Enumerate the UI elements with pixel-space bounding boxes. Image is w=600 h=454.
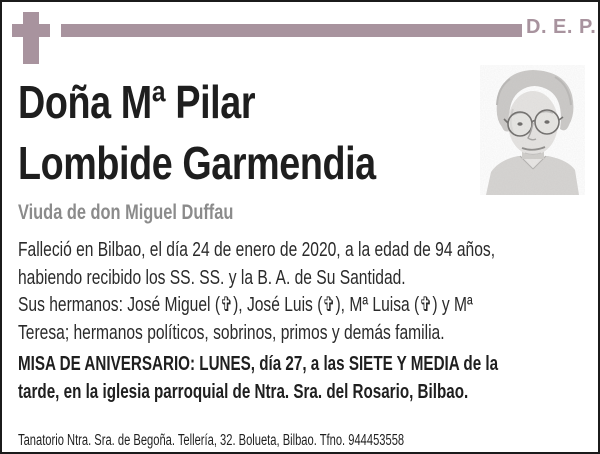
obituary-line [18, 237, 600, 265]
relation-subtitle [18, 200, 294, 226]
mass-notice [18, 351, 600, 406]
obituary-line-text: Teresa; hermanos políticos, sobrinos, primos y demás familia. [18, 321, 445, 344]
deceased-name-line1-text: Doña Mª Pilar [18, 76, 256, 128]
deceased-name-line1 [18, 74, 307, 130]
mass-notice-line-text: tarde, en la iglesia parroquial de Ntra. Sra. del Rosario, Bilbao. [18, 380, 469, 403]
header-rule-bar [61, 24, 522, 37]
funeral-home-footer [18, 431, 554, 450]
mass-notice-line-text: MISA DE ANIVERSARIO: LUNES, día 27, a las SIETE Y MEDIA de la [18, 353, 499, 375]
obituary-line [18, 292, 600, 320]
obituary-line-text: Sus hermanos: José Miguel (✞), José Luis (✞), Mª Luisa (✞) y Mª [18, 294, 473, 317]
obituary-body [18, 237, 600, 347]
deceased-name-line2 [18, 135, 454, 191]
relation-subtitle-text: Viuda de don Miguel Duffau [18, 201, 234, 224]
obituary-line [18, 265, 600, 293]
mass-notice-line [18, 351, 600, 379]
obituary-line [18, 320, 600, 348]
funeral-home-footer-text: Tanatorio Ntra. Sra. de Begoña. Tellería, 32. Bolueta, Bilbao. Tfno. 944453558 [18, 432, 405, 449]
deceased-portrait-photo [480, 65, 585, 195]
mass-notice-line [18, 379, 600, 407]
dep-label: D. E. P. [526, 16, 597, 38]
latin-cross-icon [12, 12, 50, 64]
deceased-name-line2-text: Lombide Garmendia [18, 137, 376, 189]
obituary-line-text: habiendo recibido los SS. SS. y la B. A. de Su Santidad. [18, 266, 406, 289]
obituary-line-text: Falleció en Bilbao, el día 24 de enero de 2020, a la edad de 94 años, [18, 239, 496, 261]
